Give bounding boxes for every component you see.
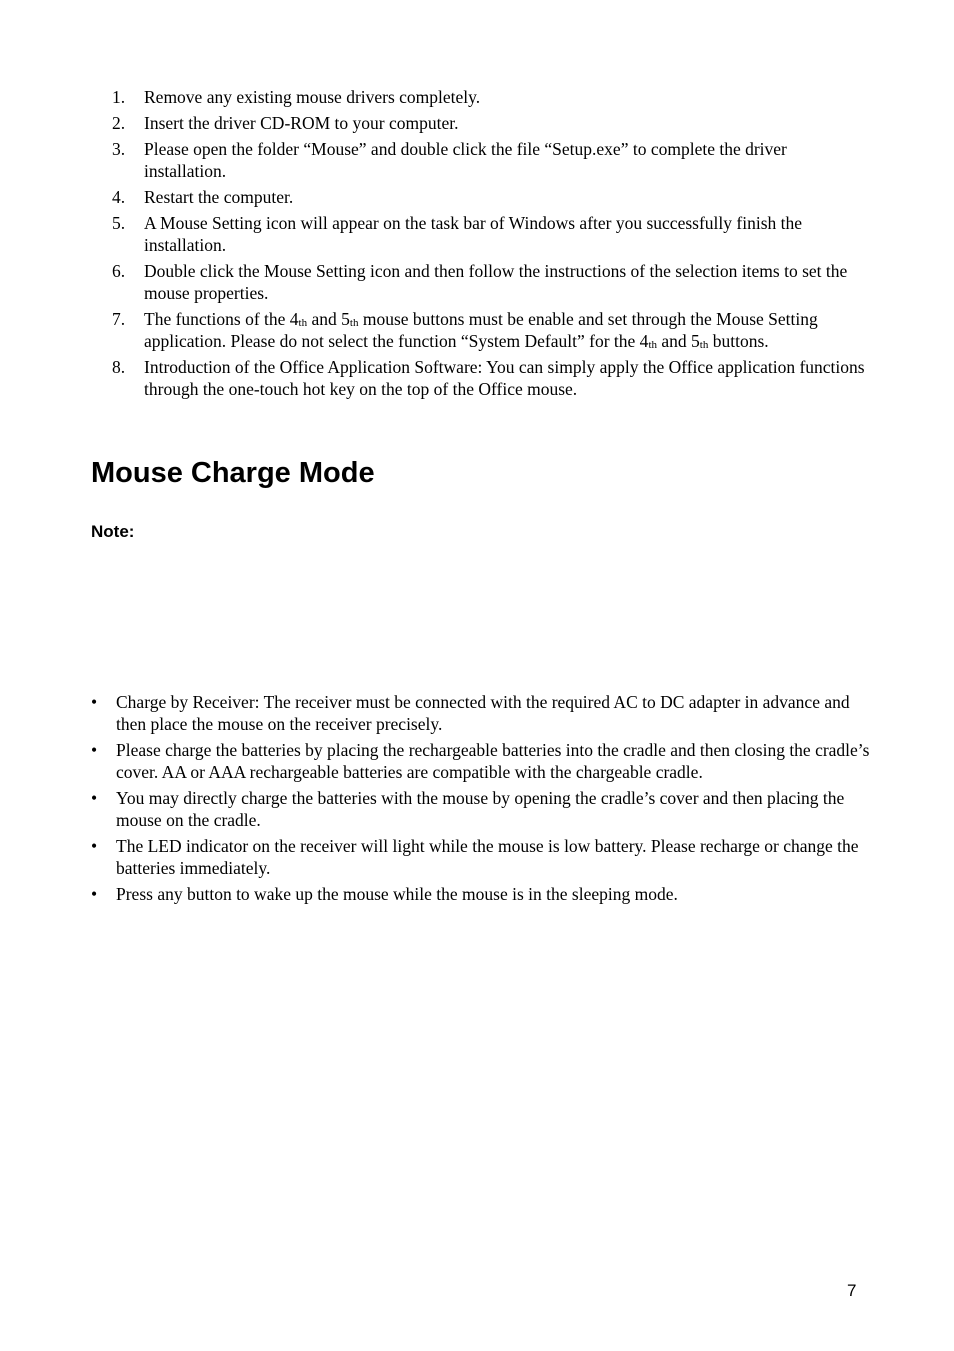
step-text-part: buttons. — [708, 331, 769, 351]
driver-installation-steps — [112, 86, 872, 404]
step-text: Restart the computer. — [144, 187, 294, 207]
note-label: Note: — [91, 522, 135, 541]
step-text-part: and 5 — [657, 331, 700, 351]
list-item — [91, 835, 871, 879]
step-item — [112, 138, 872, 182]
bullet-icon: • — [91, 740, 98, 760]
page-number: 7 — [847, 1281, 857, 1300]
step-text: Double click the Mouse Setting icon and then follow the instructions of the selection items to set the mouse properties. — [144, 261, 848, 303]
list-item — [91, 691, 871, 735]
bullet-icon: • — [91, 836, 98, 856]
step-number: 4. — [112, 187, 126, 207]
bullet-text: Press any button to wake up the mouse while the mouse is in the sleeping mode. — [116, 884, 678, 904]
step-text: A Mouse Setting icon will appear on the task bar of Windows after you successfully finish the installation. — [144, 213, 803, 255]
step-text: Insert the driver CD-ROM to your computer. — [144, 113, 459, 133]
step-number: 3. — [112, 139, 126, 159]
step-text-part: and 5 — [307, 309, 350, 329]
bullet-text: Please charge the batteries by placing the rechargeable batteries into the cradle and then closing the cradle’s cover. AA or AAA rechargeable batteries are compatible with the chargeable cradle. — [116, 740, 870, 782]
step-item — [112, 86, 872, 108]
step-text — [144, 309, 818, 351]
step-text-part: The functions of the 4 — [144, 309, 299, 329]
step-text: Remove any existing mouse drivers completely. — [144, 87, 481, 107]
list-item — [91, 787, 871, 831]
bullet-text: You may directly charge the batteries with the mouse by opening the cradle’s cover and then placing the mouse on the cradle. — [116, 788, 845, 830]
step-item — [112, 186, 872, 208]
ordinal-suffix: th — [699, 339, 709, 351]
step-item — [112, 260, 872, 304]
list-item — [91, 739, 871, 783]
bullet-icon: • — [91, 788, 98, 808]
bullet-text: Charge by Receiver: The receiver must be connected with the required AC to DC adapter in advance and then place the mouse on the receiver precisely. — [116, 692, 850, 734]
step-text: Introduction of the Office Application Software: You can simply apply the Office application functions through the one-touch hot key on the top of the Office mouse. — [144, 357, 865, 399]
bullet-text: The LED indicator on the receiver will light while the mouse is low battery. Please recharge or change the batteries immediately. — [116, 836, 859, 878]
bullet-icon: • — [91, 884, 98, 904]
step-number: 7. — [112, 309, 126, 329]
step-number: 6. — [112, 261, 126, 281]
ordinal-suffix: th — [648, 339, 657, 351]
step-text: Please open the folder “Mouse” and double click the file “Setup.exe” to complete the driver installation. — [144, 139, 787, 181]
bullet-icon: • — [91, 692, 98, 712]
step-number: 5. — [112, 213, 126, 233]
charge-notes-list — [91, 691, 871, 909]
step-text-part: mouse buttons must be enable and set through the Mouse Setting application. Please do not select the function “System Default” for the 4 — [144, 309, 818, 351]
step-item — [112, 308, 872, 352]
step-item — [112, 356, 872, 400]
step-number: 2. — [112, 113, 126, 133]
ordinal-suffix: th — [349, 317, 359, 329]
step-item — [112, 212, 872, 256]
ordinal-suffix: th — [298, 317, 308, 329]
list-item — [91, 883, 871, 905]
section-title: Mouse Charge Mode — [91, 457, 375, 489]
step-number: 8. — [112, 357, 126, 377]
step-item — [112, 112, 872, 134]
step-number: 1. — [112, 87, 126, 107]
